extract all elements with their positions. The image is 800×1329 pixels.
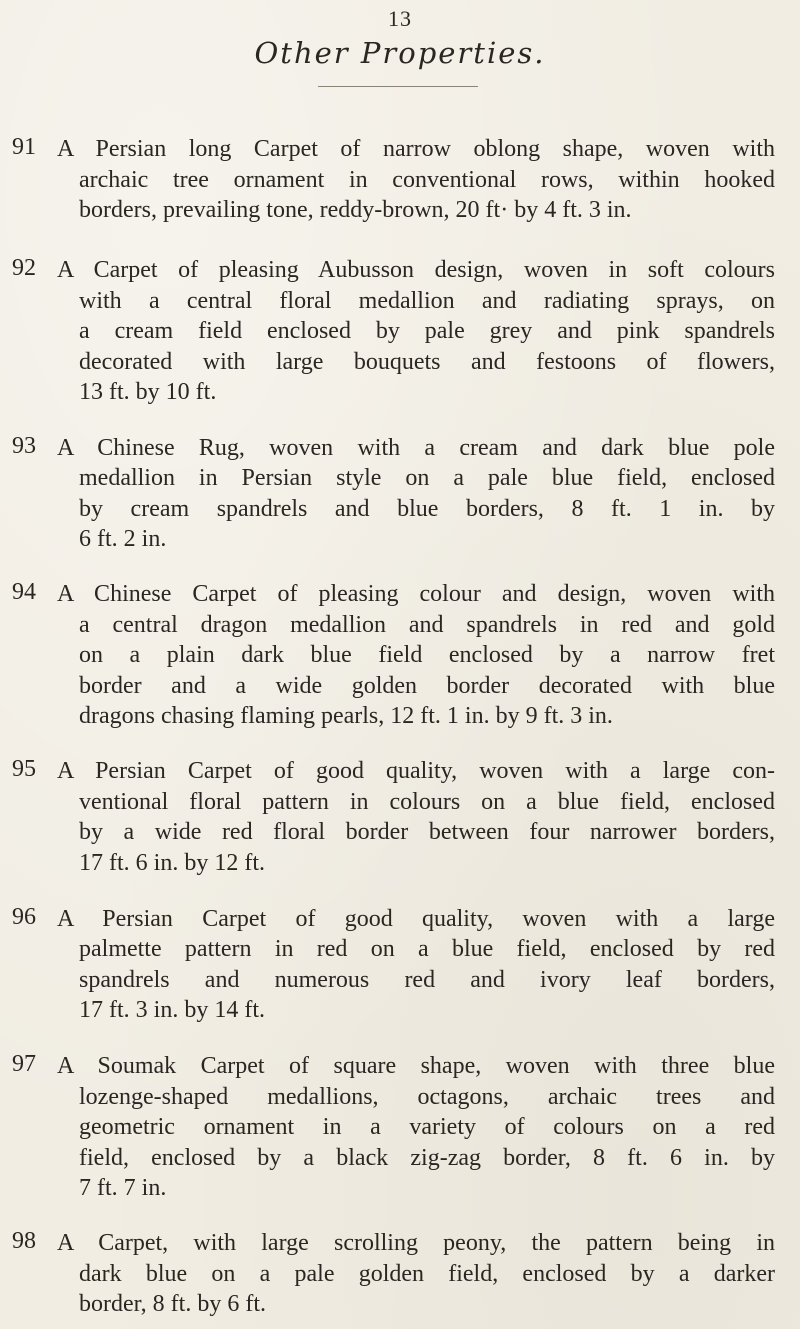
lot-description [57,134,775,226]
lot-line: A Persian long Carpet of narrow oblong shape, woven with [57,136,775,162]
lot-line: geometric ornament in a variety of colours on a red [79,1114,775,1141]
lot-line: a central dragon medallion and spandrels in red and gold [79,611,775,638]
lot-description [57,579,775,732]
lot-line: spandrels and numerous red and ivory leaf borders, [79,966,775,993]
lot-description [57,255,775,408]
lot-line: border and a wide golden border decorated with blue [79,672,775,699]
lot-line: A Persian Carpet of good quality, woven with a large [57,905,775,932]
lot-number: 95 [12,756,36,783]
lot-line: on a plain dark blue field enclosed by a narrow fret [79,642,775,669]
lot-line: palmette pattern in red on a blue field, enclosed by red [79,936,775,963]
lot-line: ventional floral pattern in colours on a blue field, enclosed [79,788,775,815]
lot-line: field, enclosed by a black zig-zag border, 8 ft. 6 in. by [79,1144,775,1171]
lot-line: a cream field enclosed by pale grey and pink spandrels [79,318,775,345]
lot-line: by a wide red floral border between four narrower borders, [79,819,775,846]
lot-number: 93 [12,432,36,459]
lot-line: dark blue on a pale golden field, enclosed by a darker [79,1260,775,1287]
lot-line: with a central floral medallion and radiating sprays, on [79,287,775,314]
lot-line: by cream spandrels and blue borders, 8 ft. 1 in. by [79,495,775,522]
lot-line: A Soumak Carpet of square shape, woven with three blue [57,1053,775,1080]
lot-description [57,1051,775,1204]
lot-number: 98 [12,1228,36,1254]
lot-line: A Chinese Carpet of pleasing colour and design, woven with [57,581,775,608]
lot-line: A Carpet of pleasing Aubusson design, woven in soft colours [57,257,775,284]
section-heading: Other Properties. [254,36,546,70]
lot-line: archaic tree ornament in conventional rows, within hooked [79,166,775,193]
lot-line: A Chinese Rug, woven with a cream and dark blue pole [57,434,775,461]
lot-line: 7 ft. 7 in. [79,1175,167,1202]
lot-line: 13 ft. by 10 ft. [79,379,217,406]
lot-line: dragons chasing flaming pearls, 12 ft. 1 in. by 9 ft. 3 in. [79,703,613,730]
lot-line: borders, prevailing tone, reddy-brown, 20 ft· by 4 ft. 3 in. [79,197,632,223]
lot-number: 96 [12,903,36,930]
lot-line: lozenge-shaped medallions, octagons, archaic trees and [79,1083,775,1110]
lot-number: 97 [12,1051,36,1078]
lot-description [57,904,775,1026]
lot-number: 92 [12,255,36,282]
lot-description [57,433,775,555]
heading-rule [318,86,478,87]
lot-number: 91 [12,134,36,160]
lot-line: border, 8 ft. by 6 ft. [79,1291,266,1317]
lot-line: decorated with large bouquets and festoons of flowers, [79,348,775,375]
lot-description [57,756,775,878]
lot-line: 17 ft. 3 in. by 14 ft. [79,997,265,1024]
lot-line: A Persian Carpet of good quality, woven with a large con- [57,758,775,785]
lot-line: 6 ft. 2 in. [79,526,167,553]
lot-description [57,1228,775,1320]
lot-line: 17 ft. 6 in. by 12 ft. [79,849,265,876]
lot-line: A Carpet, with large scrolling peony, the pattern being in [57,1230,775,1256]
lot-number: 94 [12,579,36,606]
lot-line: medallion in Persian style on a pale blue field, enclosed [79,465,775,492]
page-number: 13 [388,6,412,31]
